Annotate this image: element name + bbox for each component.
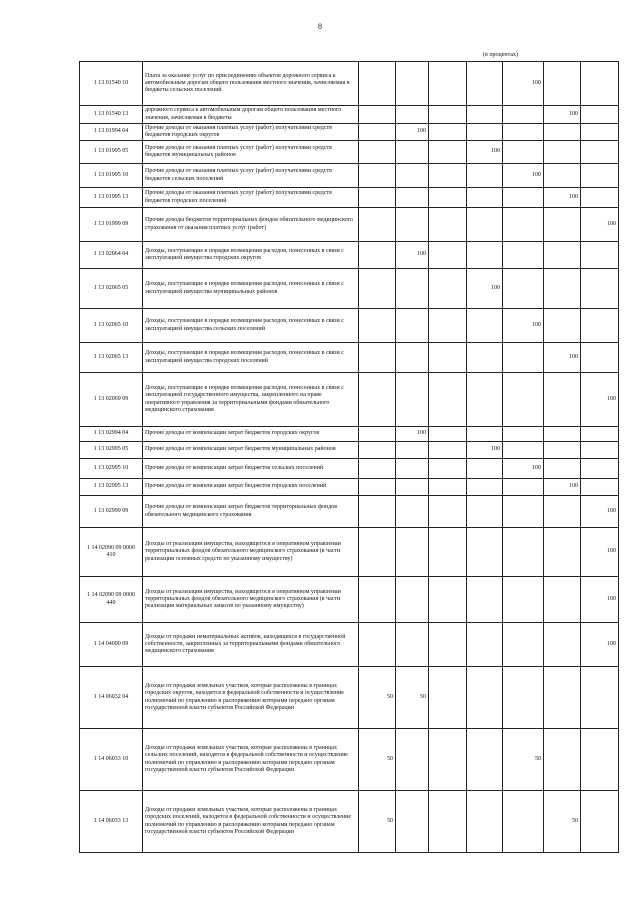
percent-cell: 50 — [396, 667, 429, 729]
revenue-name-cell — [143, 62, 359, 106]
percent-cell — [467, 164, 503, 188]
percent-cell: 50 — [503, 729, 544, 791]
percent-cell — [503, 496, 544, 528]
percent-cell — [359, 373, 396, 427]
percent-cell — [429, 791, 467, 853]
revenue-code: 1 13 01995 10 — [80, 164, 143, 188]
table-row — [80, 442, 619, 459]
percent-cell — [467, 528, 503, 577]
percent-cell — [359, 141, 396, 164]
revenue-name: Доходы от продажи нематериальных активов, находящихся в государственной собственности, закрепленных за территориальными фондами обязательного медицинского страхования — [145, 633, 346, 655]
percent-cell — [503, 479, 544, 496]
percent-cell — [544, 164, 581, 188]
table-row — [80, 729, 619, 791]
revenue-name: Доходы, поступающие в порядке возмещения расходов, понесенных в связи с эксплуатацией имущества городских округов — [145, 247, 344, 261]
revenue-name-cell — [143, 188, 359, 208]
percent-cell — [503, 577, 544, 623]
percent-cell: 100 — [467, 442, 503, 459]
revenue-name: Плата за оказание услуг по присоединению объектов дорожного сервиса к автомобильным дорогам общего пользования местного значения, зачисляемая в бюджеты сельских поселений — [145, 72, 350, 94]
percent-cell — [503, 141, 544, 164]
percent-cell — [544, 623, 581, 667]
percent-cell — [396, 208, 429, 242]
percent-cell — [396, 729, 429, 791]
percent-cell: 100 — [396, 427, 429, 442]
revenue-name-cell — [143, 141, 359, 164]
revenue-name: Доходы, поступающие в порядке возмещения расходов, понесенных в связи с эксплуатацией государственного имущества, закрепленного на праве оперативного управления за территориальными фондами обязательного медицинского страхования — [145, 385, 344, 413]
revenue-code: 1 14 02090 09 0000 440 — [80, 577, 143, 623]
table-row — [80, 528, 619, 577]
percent-cell — [503, 442, 544, 459]
percent-cell — [429, 124, 467, 141]
percent-cell — [359, 269, 396, 309]
percent-cell — [396, 791, 429, 853]
percent-cell — [429, 623, 467, 667]
percent-cell — [429, 577, 467, 623]
percent-cell — [396, 269, 429, 309]
percent-cell — [359, 62, 396, 106]
percent-cell — [544, 373, 581, 427]
percent-cell — [503, 242, 544, 269]
revenue-name-cell — [143, 427, 359, 442]
percent-cell: 100 — [503, 62, 544, 106]
percent-cell — [544, 124, 581, 141]
percent-cell — [544, 528, 581, 577]
revenue-code: 1 13 01994 04 — [80, 124, 143, 141]
percent-cell — [467, 577, 503, 623]
percent-cell: 50 — [359, 667, 396, 729]
percent-cell — [429, 188, 467, 208]
revenue-name: Прочие доходы от компенсации затрат бюджетов муниципальных районов — [145, 446, 336, 453]
revenue-name-cell — [143, 496, 359, 528]
revenue-name: Доходы, поступающие в порядке возмещения расходов, понесенных в связи с эксплуатацией имущества сельских поселений — [145, 318, 344, 332]
percent-cell — [396, 141, 429, 164]
percent-cell — [429, 479, 467, 496]
revenue-code: 1 13 02995 13 — [80, 479, 143, 496]
percent-cell — [396, 442, 429, 459]
percent-cell — [503, 623, 544, 667]
percent-cell — [467, 188, 503, 208]
percent-cell — [396, 188, 429, 208]
percent-cell — [581, 791, 619, 853]
percent-cell — [544, 269, 581, 309]
percent-cell: 100 — [396, 124, 429, 141]
revenue-name-cell — [143, 373, 359, 427]
table-row — [80, 373, 619, 427]
revenue-name: Прочие доходы от компенсации затрат бюджетов городских поселений — [145, 483, 327, 490]
percent-cell — [467, 208, 503, 242]
percent-cell: 100 — [544, 343, 581, 373]
percent-cell: 100 — [544, 188, 581, 208]
revenue-name: Доходы, поступающие в порядке возмещения расходов, понесенных в связи с эксплуатацией имущества муниципальных районов — [145, 281, 344, 295]
percent-cell — [359, 343, 396, 373]
table-row — [80, 208, 619, 242]
percent-cell: 50 — [544, 791, 581, 853]
revenue-name-cell — [143, 791, 359, 853]
percent-cell — [359, 479, 396, 496]
revenue-code: 1 13 01540 10 — [80, 62, 143, 106]
table-row — [80, 242, 619, 269]
percent-cell: 100 — [581, 577, 619, 623]
revenue-name: Прочие доходы от оказания платных услуг (работ) получателями средств бюджетов городских округов — [145, 124, 332, 138]
percent-cell — [429, 496, 467, 528]
table-row — [80, 479, 619, 496]
percent-cell — [503, 106, 544, 124]
revenue-code: 1 13 01999 09 — [80, 208, 143, 242]
percent-cell — [429, 242, 467, 269]
revenue-name: Доходы от продажи земельных участков, которые расположены в границах городских поселений, находятся в федеральной собственности и осуществление полномочий по управлению и распоряжению которыми передано органам государственной власти субъектов Российской Федерации — [145, 807, 352, 835]
percent-cell: 100 — [503, 164, 544, 188]
percent-cell — [503, 208, 544, 242]
percent-cell: 50 — [359, 791, 396, 853]
percent-cell — [429, 373, 467, 427]
percent-cell — [467, 106, 503, 124]
revenue-name: Прочие доходы от компенсации затрат бюджетов сельских поселений — [145, 464, 324, 471]
revenue-name-cell — [143, 623, 359, 667]
percent-cell: 100 — [581, 528, 619, 577]
percent-cell — [467, 623, 503, 667]
percent-cell — [544, 208, 581, 242]
percent-cell — [359, 242, 396, 269]
percent-cell — [396, 373, 429, 427]
table-row — [80, 427, 619, 442]
table-row — [80, 343, 619, 373]
percent-cell — [467, 124, 503, 141]
percent-cell — [503, 188, 544, 208]
revenue-code: 1 14 04090 09 — [80, 623, 143, 667]
revenue-name-cell — [143, 667, 359, 729]
percent-cell — [359, 309, 396, 343]
percent-cell: 100 — [467, 269, 503, 309]
revenue-name-cell — [143, 242, 359, 269]
revenue-code: 1 13 02065 10 — [80, 309, 143, 343]
percent-cell — [429, 729, 467, 791]
percent-cell — [359, 188, 396, 208]
revenue-code: 1 13 02994 04 — [80, 427, 143, 442]
percent-cell — [581, 309, 619, 343]
percent-cell — [429, 427, 467, 442]
revenue-name: Прочие доходы от оказания платных услуг (работ) получателями средств бюджетов муниципальных районов — [145, 144, 332, 158]
revenue-name: Доходы от реализации имущества, находящегося в оперативном управлении территориальных фондов обязательного медицинского страхования (в части реализации основных средств по указанному имуществу) — [145, 541, 341, 562]
percent-cell — [503, 667, 544, 729]
percent-cell — [396, 164, 429, 188]
percent-cell — [359, 459, 396, 479]
table-row — [80, 106, 619, 124]
revenue-name-cell — [143, 106, 359, 124]
percent-cell — [396, 528, 429, 577]
percent-cell: 100 — [581, 623, 619, 667]
percent-cell: 100 — [544, 106, 581, 124]
revenue-name-cell — [143, 343, 359, 373]
revenue-name-cell — [143, 577, 359, 623]
revenue-code: 1 13 02069 09 — [80, 373, 143, 427]
percent-cell — [544, 577, 581, 623]
percent-cell — [544, 141, 581, 164]
revenue-name-cell — [143, 479, 359, 496]
percent-cell — [544, 442, 581, 459]
percent-cell — [429, 667, 467, 729]
revenue-distribution-table — [79, 61, 619, 853]
revenue-code: 1 13 02065 13 — [80, 343, 143, 373]
percent-cell — [467, 729, 503, 791]
percent-cell — [544, 729, 581, 791]
percent-cell — [429, 309, 467, 343]
revenue-name: Доходы от реализации имущества, находящегося в оперативном управлении территориальных фондов обязательного медицинского страхования (в части реализации материальных запасов по указанному имуществу) — [145, 588, 341, 610]
percent-cell — [359, 427, 396, 442]
percent-cell — [544, 242, 581, 269]
table-row — [80, 269, 619, 309]
percent-cell — [581, 459, 619, 479]
page-number: 8 — [318, 22, 322, 31]
percent-cell — [503, 269, 544, 309]
revenue-name: Прочие доходы от оказания платных услуг (работ) получателями средств бюджетов сельских поселений — [145, 168, 332, 182]
revenue-code: 1 13 02064 04 — [80, 242, 143, 269]
percent-cell — [359, 106, 396, 124]
percent-cell — [429, 141, 467, 164]
percent-cell — [581, 427, 619, 442]
percent-cell — [544, 309, 581, 343]
table-row — [80, 791, 619, 853]
percent-cell — [503, 124, 544, 141]
percent-cell — [581, 141, 619, 164]
revenue-name: Прочие доходы от компенсации затрат бюджетов городских округов — [145, 430, 320, 437]
percent-cell: 50 — [359, 729, 396, 791]
percent-cell: 100 — [503, 459, 544, 479]
percent-cell — [429, 208, 467, 242]
percent-cell — [429, 62, 467, 106]
revenue-code: 1 13 01540 13 — [80, 106, 143, 124]
revenue-name: Прочие доходы от компенсации затрат бюджетов территориальных фондов обязательного медицинского страхования — [145, 504, 338, 518]
percent-cell — [467, 373, 503, 427]
percent-cell: 100 — [503, 309, 544, 343]
table-row — [80, 623, 619, 667]
percent-cell — [396, 62, 429, 106]
table-row — [80, 667, 619, 729]
revenue-code: 1 13 01995 13 — [80, 188, 143, 208]
percent-cell — [581, 188, 619, 208]
percent-cell: 100 — [581, 496, 619, 528]
table-row — [80, 141, 619, 164]
percent-cell — [581, 343, 619, 373]
percent-cell — [359, 164, 396, 188]
table-row — [80, 62, 619, 106]
percent-cell — [467, 479, 503, 496]
percent-cell — [359, 528, 396, 577]
percent-cell — [544, 667, 581, 729]
revenue-code: 1 13 02999 09 — [80, 496, 143, 528]
percent-cell — [581, 667, 619, 729]
units-caption: (в процентах) — [483, 52, 518, 58]
percent-cell: 100 — [581, 373, 619, 427]
percent-cell — [396, 309, 429, 343]
percent-cell — [544, 459, 581, 479]
percent-cell — [581, 62, 619, 106]
percent-cell — [467, 667, 503, 729]
revenue-name: дорожного сервиса к автомобильным дорогам общего пользования местного значения, зачисляемая в бюджеты — [145, 107, 342, 121]
percent-cell — [544, 427, 581, 442]
revenue-code: 1 13 01995 05 — [80, 141, 143, 164]
table-row — [80, 124, 619, 141]
revenue-name-cell — [143, 528, 359, 577]
percent-cell — [467, 427, 503, 442]
percent-cell — [503, 373, 544, 427]
percent-cell — [467, 496, 503, 528]
revenue-name: Доходы, поступающие в порядке возмещения расходов, понесенных в связи с эксплуатацией имущества городских поселений — [145, 350, 344, 364]
percent-cell — [396, 577, 429, 623]
percent-cell — [429, 106, 467, 124]
revenue-name-cell — [143, 208, 359, 242]
revenue-code: 1 13 02995 05 — [80, 442, 143, 459]
percent-cell — [396, 106, 429, 124]
percent-cell — [581, 164, 619, 188]
revenue-code: 1 13 02065 05 — [80, 269, 143, 309]
revenue-name-cell — [143, 729, 359, 791]
percent-cell — [396, 623, 429, 667]
percent-cell — [467, 343, 503, 373]
revenue-code: 1 14 06033 13 — [80, 791, 143, 853]
percent-cell — [429, 269, 467, 309]
revenue-name: Прочие доходы бюджетов территориальных фондов обязательного медицинского страхования от оказания платных услуг (работ) — [145, 217, 353, 231]
percent-cell — [429, 343, 467, 373]
revenue-name-cell — [143, 164, 359, 188]
percent-cell — [581, 269, 619, 309]
table-row — [80, 164, 619, 188]
percent-cell — [396, 459, 429, 479]
percent-cell — [467, 62, 503, 106]
percent-cell — [467, 309, 503, 343]
percent-cell — [359, 208, 396, 242]
percent-cell — [581, 124, 619, 141]
revenue-name-cell — [143, 442, 359, 459]
percent-cell — [396, 496, 429, 528]
percent-cell: 100 — [396, 242, 429, 269]
revenue-name: Прочие доходы от оказания платных услуг (работ) получателями средств бюджетов городских поселений — [145, 190, 332, 204]
percent-cell: 100 — [581, 208, 619, 242]
percent-cell — [581, 729, 619, 791]
percent-cell — [359, 442, 396, 459]
percent-cell — [359, 496, 396, 528]
table-row — [80, 577, 619, 623]
percent-cell — [429, 528, 467, 577]
percent-cell — [581, 242, 619, 269]
percent-cell — [503, 528, 544, 577]
table-row — [80, 309, 619, 343]
percent-cell — [429, 459, 467, 479]
percent-cell — [544, 62, 581, 106]
revenue-name-cell — [143, 269, 359, 309]
percent-cell: 100 — [544, 479, 581, 496]
percent-cell — [503, 791, 544, 853]
revenue-code: 1 14 06033 10 — [80, 729, 143, 791]
revenue-code: 1 14 06032 04 — [80, 667, 143, 729]
percent-cell — [396, 479, 429, 496]
percent-cell — [396, 343, 429, 373]
percent-cell — [581, 106, 619, 124]
table-row — [80, 496, 619, 528]
percent-cell — [581, 479, 619, 496]
table-row — [80, 188, 619, 208]
percent-cell — [503, 343, 544, 373]
percent-cell — [467, 791, 503, 853]
percent-cell — [467, 242, 503, 269]
revenue-code: 1 13 02995 10 — [80, 459, 143, 479]
percent-cell — [544, 496, 581, 528]
revenue-name-cell — [143, 459, 359, 479]
percent-cell — [359, 577, 396, 623]
revenue-name-cell — [143, 124, 359, 141]
revenue-code: 1 14 02090 09 0000 410 — [80, 528, 143, 577]
percent-cell — [467, 459, 503, 479]
table-row — [80, 459, 619, 479]
revenue-name-cell — [143, 309, 359, 343]
percent-cell — [359, 623, 396, 667]
percent-cell — [503, 427, 544, 442]
percent-cell — [429, 164, 467, 188]
revenue-name: Доходы от продажи земельных участков, которые расположены в границах городских округов, находятся в федеральной собственности и осуществление полномочий по управлению и распоряжению которыми передано органам государственной власти субъектов Российской Федерации — [145, 683, 344, 711]
percent-cell — [429, 442, 467, 459]
revenue-name: Доходы от продажи земельных участков, которые расположены в границах сельских поселений, находятся в федеральной собственности и осуществление полномочий по управлению и распоряжению которыми передано органам государственной власти субъектов Российской Федерации — [145, 745, 348, 773]
percent-cell — [581, 442, 619, 459]
percent-cell — [359, 124, 396, 141]
percent-cell: 100 — [467, 141, 503, 164]
